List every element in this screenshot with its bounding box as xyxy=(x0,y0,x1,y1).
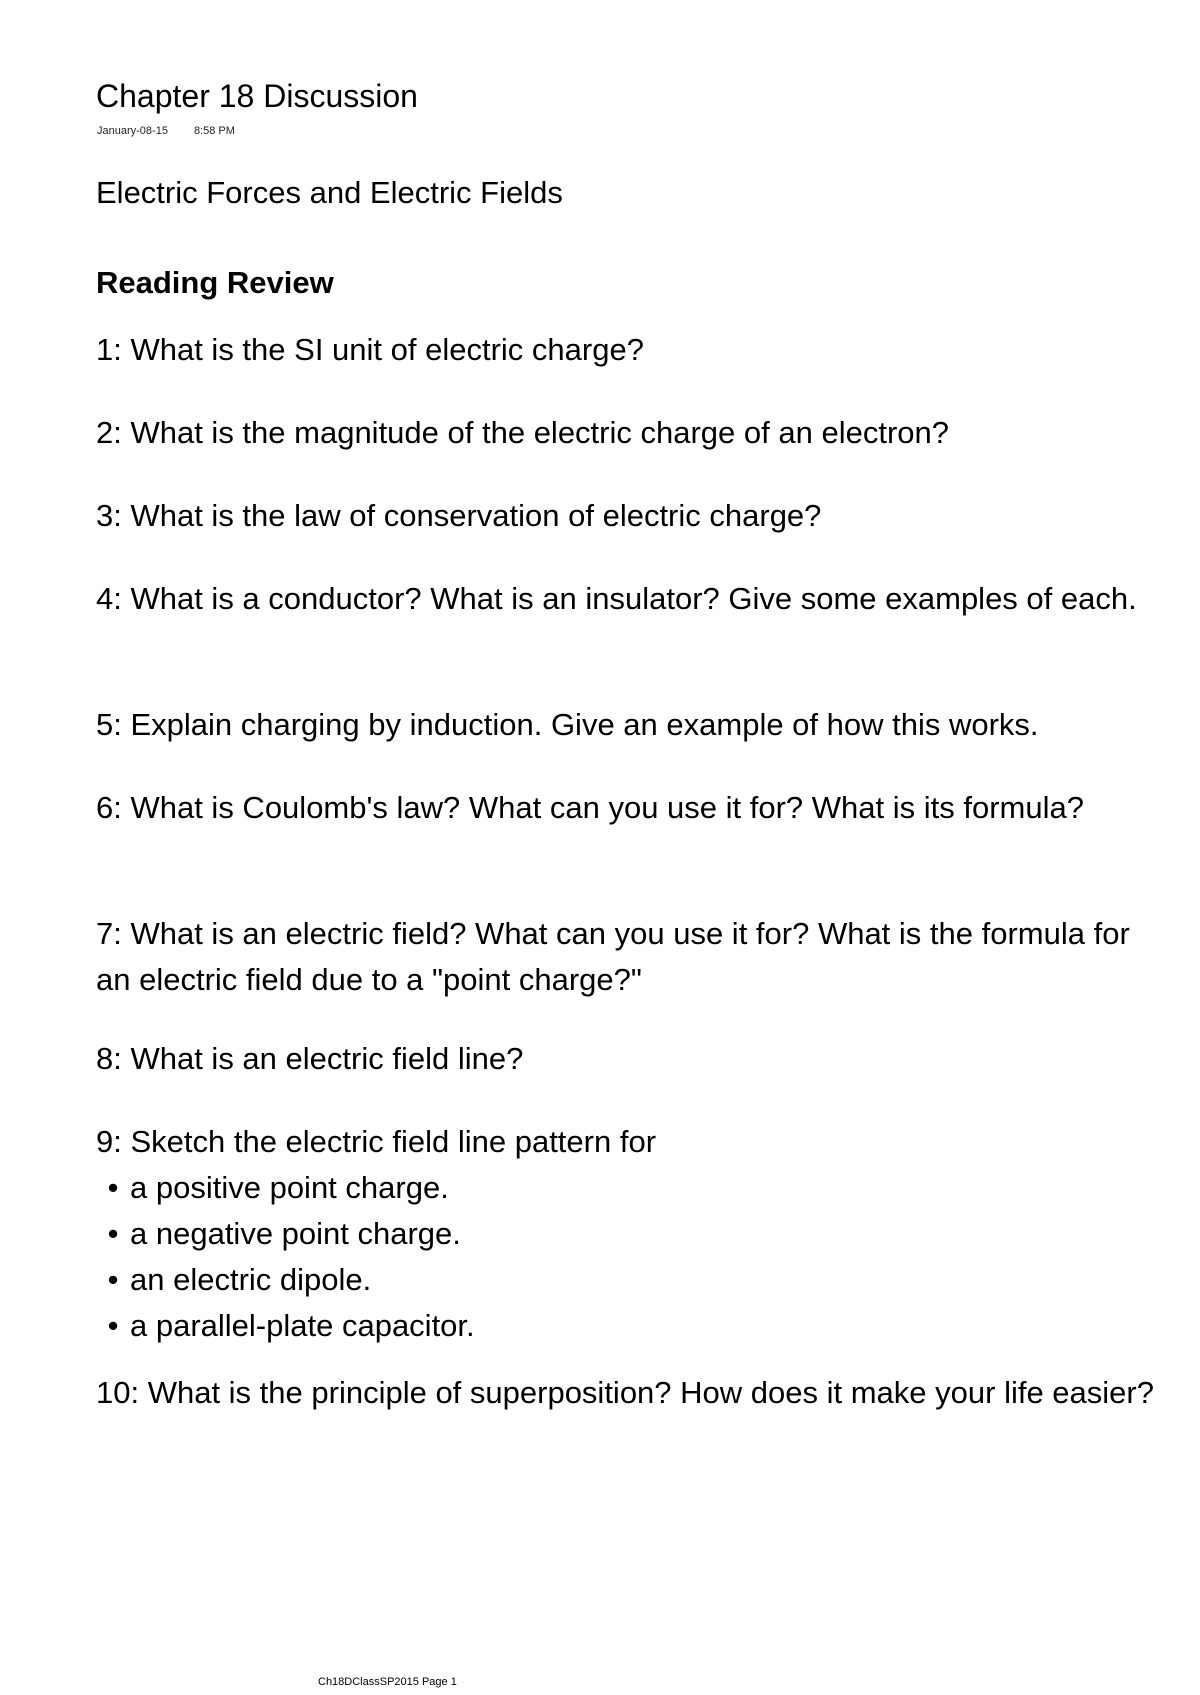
question-text: 1: What is the SI unit of electric charge? xyxy=(96,332,644,367)
question-text: 2: What is the magnitude of the electric charge of an electron? xyxy=(96,415,949,450)
question-1 xyxy=(96,327,1156,373)
page-footer: Ch18DClassSP2015 Page 1 xyxy=(318,1676,457,1688)
list-item xyxy=(96,1303,1156,1349)
question-text: 6: What is Coulomb's law? What can you use it for? What is its formula? xyxy=(96,790,1084,825)
question-text: 7: What is an electric field? What can you use it for? What is the formula for an electric field due to a "point charge?" xyxy=(96,916,1130,997)
list-item-text: a negative point charge. xyxy=(130,1216,461,1251)
timestamp xyxy=(97,124,235,138)
bullet-icon: • xyxy=(107,1170,119,1205)
question-text: 9: Sketch the electric field line pattern for xyxy=(96,1124,657,1159)
bullet-list xyxy=(96,1165,1156,1349)
question-4 xyxy=(96,576,1156,622)
question-text: 10: What is the principle of superposition? How does it make your life easier? xyxy=(96,1375,1154,1410)
question-text: 3: What is the law of conservation of electric charge? xyxy=(96,498,822,533)
question-5 xyxy=(96,702,1156,748)
list-item-text: a parallel-plate capacitor. xyxy=(130,1308,475,1343)
question-7 xyxy=(96,911,1156,1003)
page-title: Chapter 18 Discussion xyxy=(96,78,418,114)
list-item-text: a positive point charge. xyxy=(130,1170,449,1205)
time-text: 8:58 PM xyxy=(193,125,235,137)
list-item xyxy=(96,1257,1156,1303)
question-10 xyxy=(96,1370,1156,1416)
list-item-text: an electric dipole. xyxy=(130,1262,372,1297)
document-subtitle: Electric Forces and Electric Fields xyxy=(96,175,563,210)
list-item xyxy=(96,1211,1156,1257)
question-text: 5: Explain charging by induction. Give an example of how this works. xyxy=(96,707,1039,742)
question-2 xyxy=(96,410,1156,456)
question-8 xyxy=(96,1036,1156,1082)
question-3 xyxy=(96,493,1156,539)
bullet-icon: • xyxy=(107,1308,119,1343)
bullet-icon: • xyxy=(107,1262,119,1297)
question-text: 8: What is an electric field line? xyxy=(96,1041,524,1076)
bullet-icon: • xyxy=(107,1216,119,1251)
question-9 xyxy=(96,1119,1156,1349)
section-heading: Reading Review xyxy=(96,265,334,300)
question-6 xyxy=(96,785,1156,831)
date-text: January-08-15 xyxy=(97,125,168,137)
question-text: 4: What is a conductor? What is an insulator? Give some examples of each. xyxy=(96,581,1137,616)
list-item xyxy=(96,1165,1156,1211)
